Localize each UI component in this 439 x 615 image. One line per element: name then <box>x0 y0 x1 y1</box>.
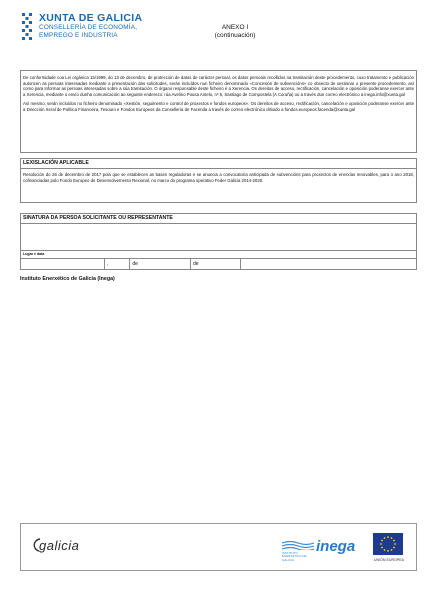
annex-subtitle: (continuación) <box>214 32 256 39</box>
eu-label: UNIÓN EUROPEA <box>373 558 405 562</box>
privacy-paragraph-1: De conformidade coa Lei orgánica 15/1999, do 13 de decembro, de protección de datos de carácter persoal, os datos persoais recollidos na tramitación deste procedemento, cuxo tratamento e publicación autoricen as persoas interesadas mediante a presentación das solicitudes, serán incluídos nun ficheiro denominado «Concesión de subvencións» co obxecto de xestionar o presente procedemento, así como para informar as persoas interesadas sobre a súa tramitación. O órgano responsable deste ficheiro é a Xerencia. Os dereitos de acceso, rectificación, cancelación e oposición poderanse exercer ante a Xerencia, mediante o envío dunha comunicación ao seguinte enderezo: rúa Avelino Pousa Antelo, nº 5, Santiago de Compostela (A Coruña) ou a través dun correo electrónico a inega.info@xunta.gal <box>23 75 414 97</box>
eu-stars-icon <box>373 533 403 555</box>
inega-subtitle <box>282 552 318 562</box>
inega-sub-line-1: INSTITUTO <box>282 551 298 555</box>
day-field[interactable] <box>110 259 130 269</box>
dept-line-1: CONSELLERÍA DE ECONOMÍA, <box>39 24 138 31</box>
year-field[interactable] <box>201 259 241 269</box>
xunta-emblem-icon <box>20 12 36 44</box>
institute-name: Instituto Enerxético de Galicia (Inega) <box>20 276 115 282</box>
inega-logo <box>282 538 366 560</box>
legislation-title: LEXISLACIÓN APLICABLE <box>21 159 416 169</box>
inega-sub-line-2: ENERXÉTICO DE GALICIA <box>282 554 307 562</box>
org-title: XUNTA DE GALICIA <box>39 12 143 24</box>
de-separator-1: de <box>132 261 138 267</box>
de-separator-2: de <box>192 261 199 267</box>
xunta-logo <box>20 12 170 48</box>
signature-area[interactable] <box>21 224 416 251</box>
legislation-text: Resolución do 26 de decembro de 2017 pola que se establecen as bases reguladoras e se anuncia a convocatoria anticipada de subvencións para proxectos de enerxías renovables, para o ano 2018, cofinanciadas polo Fondo Europeo de Desenvolvemento Rexional, no marco do programa operativo Feder Galicia 2014-2020. <box>23 172 414 183</box>
inega-waves-icon <box>282 540 314 550</box>
annex-title: ANEXO I <box>221 24 249 31</box>
place-field[interactable] <box>21 259 105 269</box>
inega-wordmark: inega <box>316 538 356 555</box>
privacy-box <box>20 70 417 153</box>
signature-box <box>20 213 417 270</box>
legislation-box <box>20 158 417 203</box>
comma-separator: , <box>107 261 109 267</box>
month-field[interactable] <box>140 259 191 269</box>
eu-flag-icon <box>373 533 403 555</box>
place-date-label: Lugar e data <box>21 251 416 259</box>
signature-title: SINATURA DA PERSOA SOLICITANTE OU REPRESENTANTE <box>21 214 416 224</box>
footer-logos <box>20 523 417 571</box>
privacy-paragraph-2: Así mesmo, serán incluídos no ficheiro denominado «Xestión, seguimento e control de proxectos e fondos europeos». Os dereitos de acceso, rectificación, cancelación e oposición poderanse exercer ante a Dirección Xeral de Política Financeira, Tesouro e Fondos Europeos da Consellería de Facenda a través de correo electrónico dirixido a fondos.europeos.facenda@xunta.gal <box>23 101 414 112</box>
dept-line-2: EMPREGO E INDUSTRIA <box>39 32 118 39</box>
eu-logo <box>371 533 407 565</box>
annex-heading <box>190 24 280 40</box>
galicia-logo: galicia <box>39 538 80 553</box>
place-date-row <box>21 259 416 269</box>
